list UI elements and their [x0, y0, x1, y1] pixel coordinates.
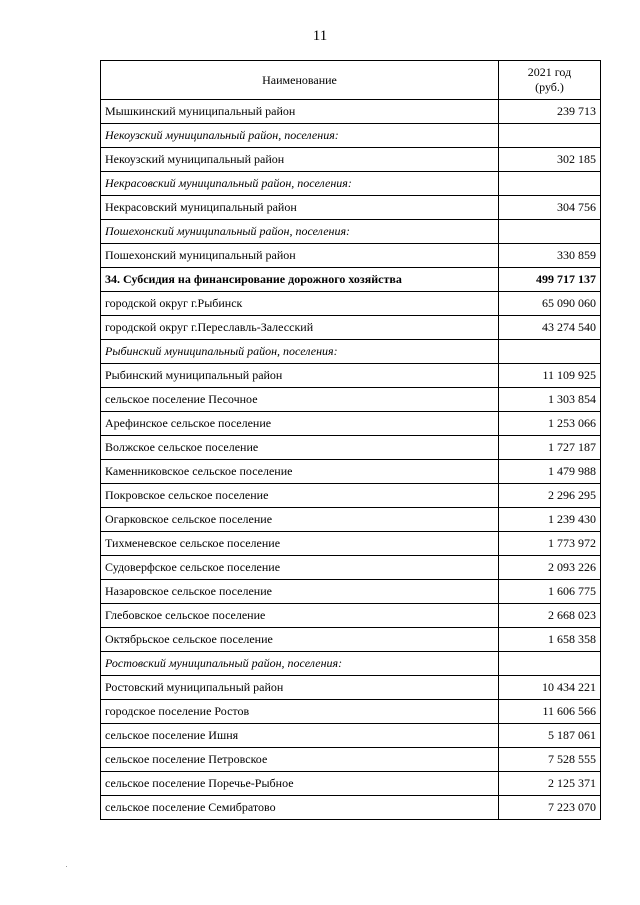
table-row [101, 532, 601, 556]
page-number: 11 [312, 28, 328, 44]
row-amount: 43 274 540 [499, 316, 601, 340]
table-row [101, 508, 601, 532]
row-amount: 330 859 [499, 244, 601, 268]
row-amount: 1 253 066 [499, 412, 601, 436]
row-name: сельское поселение Поречье-Рыбное [101, 772, 499, 796]
row-name: Арефинское сельское поселение [101, 412, 499, 436]
row-amount: 1 239 430 [499, 508, 601, 532]
row-name: Рыбинский муниципальный район [101, 364, 499, 388]
row-name: Волжское сельское поселение [101, 436, 499, 460]
row-amount: 239 713 [499, 100, 601, 124]
row-amount: 1 658 358 [499, 628, 601, 652]
table-row [101, 772, 601, 796]
row-amount: 7 223 070 [499, 796, 601, 820]
row-name: Каменниковское сельское поселение [101, 460, 499, 484]
row-amount: 7 528 555 [499, 748, 601, 772]
row-amount: 2 296 295 [499, 484, 601, 508]
row-amount: 2 125 371 [499, 772, 601, 796]
row-amount [499, 220, 601, 244]
table-row [101, 748, 601, 772]
row-amount: 1 479 988 [499, 460, 601, 484]
table-row [101, 700, 601, 724]
row-name: Ростовский муниципальный район, поселения: [101, 652, 499, 676]
row-name: сельское поселение Ишня [101, 724, 499, 748]
row-name: городской округ г.Переславль-Залесский [101, 316, 499, 340]
row-amount [499, 172, 601, 196]
table-row [101, 436, 601, 460]
row-amount: 499 717 137 [499, 268, 601, 292]
table-row [101, 220, 601, 244]
row-name: сельское поселение Петровское [101, 748, 499, 772]
table-row [101, 100, 601, 124]
row-name: городское поселение Ростов [101, 700, 499, 724]
row-name: Некоузский муниципальный район [101, 148, 499, 172]
table-row [101, 292, 601, 316]
row-name: Ростовский муниципальный район [101, 676, 499, 700]
table-row [101, 460, 601, 484]
row-amount: 2 093 226 [499, 556, 601, 580]
table-row [101, 364, 601, 388]
table-row [101, 796, 601, 820]
row-amount: 1 773 972 [499, 532, 601, 556]
row-name: Некрасовский муниципальный район, поселения: [101, 172, 499, 196]
row-amount [499, 652, 601, 676]
row-amount: 1 727 187 [499, 436, 601, 460]
row-name: Некрасовский муниципальный район [101, 196, 499, 220]
table-row [101, 388, 601, 412]
row-name: сельское поселение Семибратово [101, 796, 499, 820]
table-row [101, 652, 601, 676]
row-name: Назаровское сельское поселение [101, 580, 499, 604]
table-row [101, 580, 601, 604]
row-amount: 65 090 060 [499, 292, 601, 316]
row-name: Судоверфское сельское поселение [101, 556, 499, 580]
table-row [101, 412, 601, 436]
row-name: Рыбинский муниципальный район, поселения: [101, 340, 499, 364]
column-header-name: Наименование [101, 61, 499, 100]
row-name: Покровское сельское поселение [101, 484, 499, 508]
row-name: 34. Субсидия на финансирование дорожного хозяйства [101, 268, 499, 292]
table-row [101, 340, 601, 364]
row-amount [499, 340, 601, 364]
table-row [101, 484, 601, 508]
table-row [101, 724, 601, 748]
table-row [101, 676, 601, 700]
row-amount: 302 185 [499, 148, 601, 172]
table-row [101, 148, 601, 172]
row-name: Октябрьское сельское поселение [101, 628, 499, 652]
amount-header-year: 2021 год [527, 65, 572, 79]
row-amount: 10 434 221 [499, 676, 601, 700]
row-amount: 5 187 061 [499, 724, 601, 748]
table-row [101, 628, 601, 652]
row-amount: 11 606 566 [499, 700, 601, 724]
row-amount: 1 303 854 [499, 388, 601, 412]
table-row [101, 196, 601, 220]
row-amount: 11 109 925 [499, 364, 601, 388]
table-row [101, 556, 601, 580]
table-row [101, 268, 601, 292]
table-row [101, 172, 601, 196]
row-name: Пошехонский муниципальный район [101, 244, 499, 268]
row-amount: 2 668 023 [499, 604, 601, 628]
row-name: Тихменевское сельское поселение [101, 532, 499, 556]
row-name: сельское поселение Песочное [101, 388, 499, 412]
table-row [101, 244, 601, 268]
row-amount: 304 756 [499, 196, 601, 220]
budget-table [100, 60, 601, 820]
amount-header-unit: (руб.) [535, 80, 564, 94]
row-name: городской округ г.Рыбинск [101, 292, 499, 316]
row-amount: 1 606 775 [499, 580, 601, 604]
column-header-amount [499, 61, 601, 100]
scan-speck [66, 866, 67, 867]
row-name: Глебовское сельское поселение [101, 604, 499, 628]
row-amount [499, 124, 601, 148]
row-name: Пошехонский муниципальный район, поселения: [101, 220, 499, 244]
table-row [101, 316, 601, 340]
table-row [101, 124, 601, 148]
row-name: Огарковское сельское поселение [101, 508, 499, 532]
row-name: Некоузский муниципальный район, поселения: [101, 124, 499, 148]
table-row [101, 604, 601, 628]
table-header-row [101, 61, 601, 100]
row-name: Мышкинский муниципальный район [101, 100, 499, 124]
